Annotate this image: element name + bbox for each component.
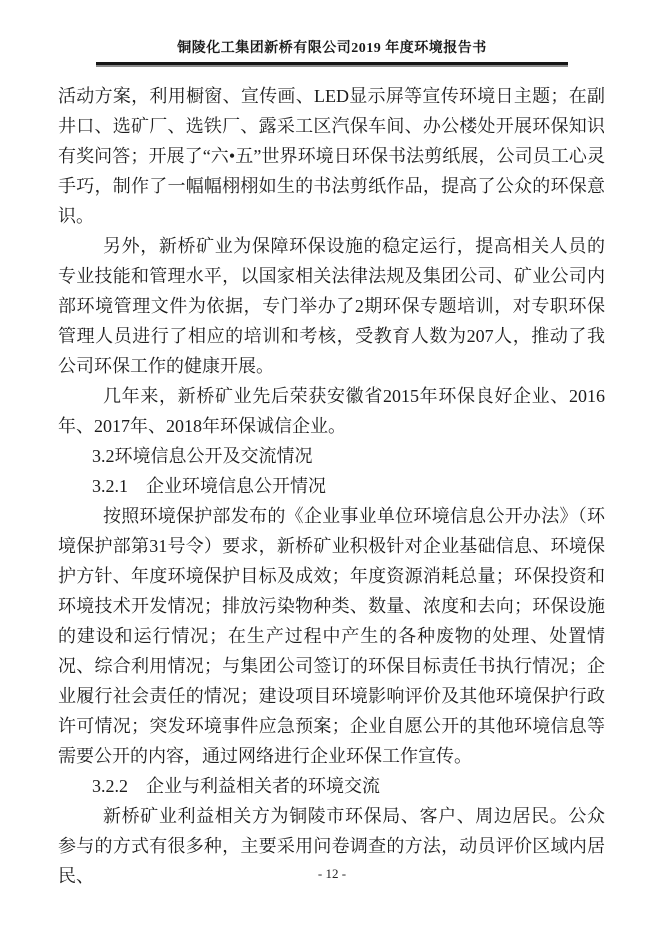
report-header-title: 铜陵化工集团新桥有限公司2019 年度环境报告书 <box>177 41 487 56</box>
paragraph-activity-plan: 活动方案，利用橱窗、宣传画、LED显示屏等宣传环境日主题；在副井口、选矿厂、选铁厂、露采工区汽保车间、办公楼处开展环保知识有奖问答；开展了“六•五”世界环境日环保书法剪纸展，公司员工心灵手巧，制作了一幅幅栩栩如生的书法剪纸作品，提高了公众的环保意识。 <box>58 86 605 226</box>
subsection-heading-3-2-1: 3.2.1 企业环境信息公开情况 <box>92 476 326 496</box>
paragraph-stakeholders: 新桥矿业利益相关方为铜陵市环保局、客户、周边居民。公众参与的方式有很多种，主要采用问卷调查的方法，动员评价区域内居民、 <box>58 806 605 886</box>
header-rule-thin-line <box>96 65 568 67</box>
page-header <box>0 0 664 67</box>
paragraph-information-disclosure: 按照环境保护部发布的《企业事业单位环境信息公开办法》（环境保护部第31号令）要求，新桥矿业积极针对企业基础信息、环境保护方针、年度环境保护目标及成效；年度资源消耗总量；环保投资和环境技术开发情况；排放污染物种类、数量、浓度和去向；环保设施的建设和运行情况；在生产过程中产生的各种废物的处理、处置情况、综合利用情况；与集团公司签订的环保目标责任书执行情况；企业履行社会责任的情况；建设项目环境影响评价及其他环境保护行政许可情况；突发环境事件应急预案；企业自愿公开的其他环境信息等需要公开的内容，通过网络进行企业环保工作宣传。 <box>58 506 605 766</box>
paragraph-awards: 几年来，新桥矿业先后荣获安徽省2015年环保良好企业、2016年、2017年、2018年环保诚信企业。 <box>58 386 605 436</box>
paragraph-training: 另外，新桥矿业为保障环保设施的稳定运行，提高相关人员的专业技能和管理水平，以国家相关法律法规及集团公司、矿业公司内部环境管理文件为依据，专门举办了2期环保专题培训，对专职环保管理人员进行了相应的培训和考核，受教育人数为207人，推动了我公司环保工作的健康开展。 <box>58 236 605 376</box>
section-heading-3-2: 3.2环境信息公开及交流情况 <box>92 446 313 466</box>
header-rule <box>96 62 568 67</box>
page-footer <box>0 866 664 882</box>
page-number: - 12 - <box>317 866 347 881</box>
subsection-heading-3-2-2: 3.2.2 企业与利益相关者的环境交流 <box>92 776 380 796</box>
body-text <box>58 81 605 891</box>
